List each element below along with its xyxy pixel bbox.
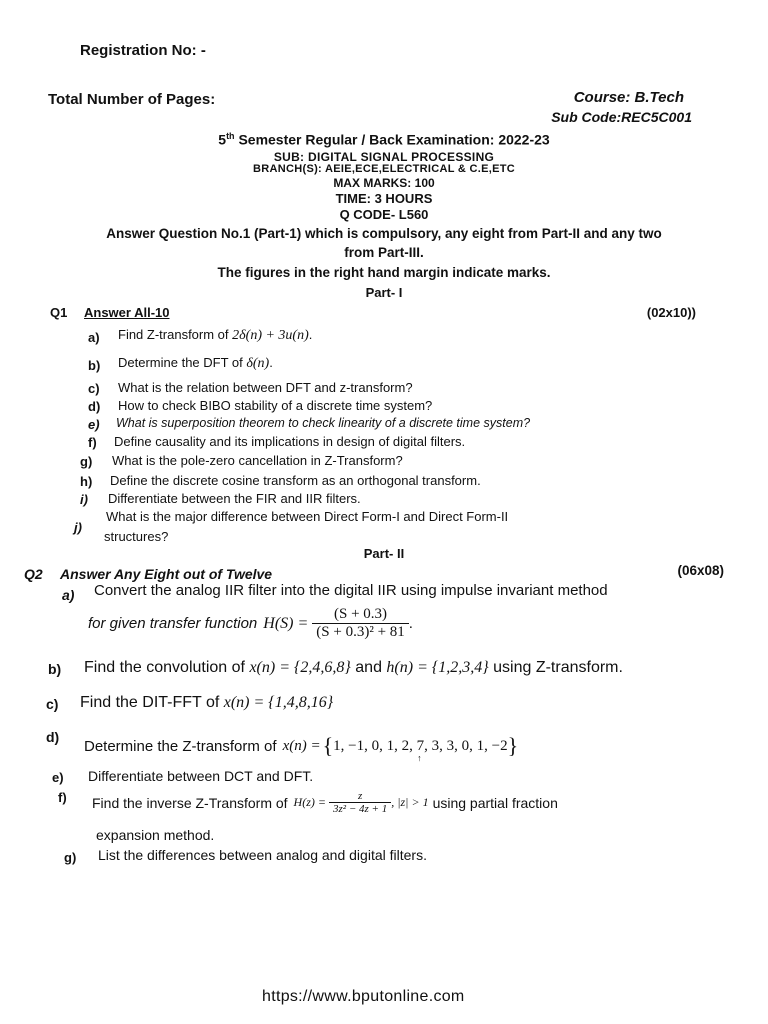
q2-marks: (06x08) (677, 563, 724, 578)
q1j-text-line2: structures? (104, 529, 169, 544)
q1b-math: δ(n) (246, 356, 270, 371)
q2f-text-line2: expansion method. (96, 827, 215, 843)
instruction-line-3: The figures in the right hand margin indicate marks. (217, 265, 551, 280)
q1c-label: c) (88, 381, 100, 396)
exam-text: Semester Regular / Back Examination: 2022-23 (238, 131, 550, 148)
q2d-x: x(n) = (282, 737, 321, 754)
q2f-hz: H(z) = (293, 795, 326, 809)
q2e-text: Differentiate between DCT and DFT. (88, 768, 314, 784)
q2b-x: x(n) = {2,4,6,8} (249, 659, 351, 676)
q2d-left-brace: { (322, 733, 334, 758)
q2a-text: Convert the analog IIR filter into the digital IIR using impulse invariant method (94, 582, 608, 599)
q1-heading: Answer All-10 (84, 305, 170, 320)
q2e-label: e) (52, 770, 64, 785)
q1f-label: f) (88, 435, 97, 450)
exam-semester-number: 5 (218, 131, 227, 148)
q2d-sequence (333, 737, 508, 763)
q2d-seq: 1, −1, 0, 1, 2, 7, 3, 3, 0, 1, −2 (333, 737, 508, 754)
q1a-label: a) (88, 330, 100, 345)
q2d-text1: Determine the Z-transform of (84, 737, 277, 755)
q2b-h: h(n) = {1,2,3,4} (386, 659, 489, 676)
q2a-hs: H(S) = (263, 614, 309, 632)
q2b-text (84, 659, 623, 677)
q2a-denominator: (S + 0.3)² + 81 (316, 624, 405, 640)
q2d-text (84, 733, 519, 763)
q1b-label: b) (88, 358, 101, 373)
q1i-label: i) (80, 492, 88, 507)
q2g-label: g) (64, 850, 77, 865)
q2b-label: b) (48, 661, 62, 677)
instruction-line-2: from Part-III. (344, 245, 424, 260)
q1j-label: j) (74, 520, 82, 535)
q1a-question: Find Z-transform of (118, 327, 229, 342)
q1-number: Q1 (50, 305, 68, 320)
q2c-text (80, 694, 333, 712)
q2b-text2: using Z-transform. (493, 659, 623, 676)
q2a-text2: for given transfer function (88, 615, 258, 632)
part2-title: Part- II (363, 546, 405, 561)
course-label: Course: B.Tech (573, 89, 684, 106)
q2c-label: c) (46, 696, 59, 712)
q2c-text1: Find the DIT-FFT of (80, 694, 220, 711)
q2-heading: Answer Any Eight out of Twelve (60, 566, 273, 582)
q2c-x: x(n) = {1,4,8,16} (223, 694, 334, 711)
q1g-text: What is the pole-zero cancellation in Z-Transform? (112, 453, 403, 468)
q2f-roc: , |z| > 1 (391, 795, 429, 809)
q1c-text: What is the relation between DFT and z-transform? (118, 380, 413, 395)
max-marks-line: MAX MARKS: 100 (333, 176, 435, 190)
q2b-and: and (355, 659, 382, 676)
q1-marks: (02x10)) (646, 305, 696, 320)
q1f-text: Define causality and its implications in design of digital filters. (114, 434, 466, 449)
q2a-label: a) (62, 587, 75, 603)
footer-url[interactable]: https://www.bputonline.com (262, 988, 465, 1005)
q2f-denominator: 3z² − 4z + 1 (332, 803, 388, 815)
subject-line: SUB: DIGITAL SIGNAL PROCESSING (273, 150, 495, 164)
q2d-label: d) (46, 729, 60, 745)
q1a-text: Find Z-transform of 2δ(n) + 3u(n). (118, 327, 313, 343)
q2a-formula-line: for given transfer function H(S) = $\frac{(S + 0.3)}{\text{(S + 0.3)² + 81}}$ . (88, 606, 413, 640)
total-pages-label: Total Number of Pages: (48, 91, 216, 108)
branch-line: BRANCH(S): AEIE,ECE,ELECTRICAL & C.E,ETC (253, 163, 515, 175)
exam-title (0, 131, 768, 148)
q1d-text: How to check BIBO stability of a discrete time system? (118, 398, 433, 413)
q1b-question: Determine the DFT of (118, 355, 243, 370)
sub-code-label: Sub Code:REC5C001 (551, 109, 692, 125)
q2a-numerator: (S + 0.3) (312, 606, 409, 624)
time-line: TIME: 3 HOURS (335, 191, 433, 206)
instruction-line-1: Answer Question No.1 (Part-1) which is compulsory, any eight from Part-II and any two (106, 226, 662, 241)
q1d-label: d) (88, 399, 101, 414)
qcode-line: Q CODE- L560 (339, 207, 429, 222)
q1j-text: What is the major difference between Direct Form-I and Direct Form-II (106, 509, 509, 524)
q2f-numerator: z (329, 790, 391, 803)
q2f-text2: using partial fraction (432, 794, 558, 811)
q2d-right-brace: } (507, 733, 519, 758)
q1h-text: Define the discrete cosine transform as an orthogonal transform. (110, 473, 481, 488)
q1a-math: 2δ(n) + 3u(n) (232, 328, 309, 343)
q2-number: Q2 (24, 566, 43, 582)
q1i-text: Differentiate between the FIR and IIR filters. (108, 491, 361, 506)
q1h-label: h) (80, 474, 93, 489)
q1e-label: e) (88, 417, 100, 432)
part1-title: Part- I (365, 285, 403, 300)
q2f-fraction (329, 790, 391, 815)
q1e-text: What is superposition theorem to check linearity of a discrete time system? (116, 416, 531, 430)
q2a-fraction (312, 606, 409, 641)
q2f-text (92, 790, 558, 815)
origin-arrow-icon: ↑ (417, 752, 422, 763)
q2f-label: f) (58, 790, 67, 805)
q1g-label: g) (80, 454, 93, 469)
registration-label: Registration No: - (80, 42, 206, 59)
q2g-text: List the differences between analog and digital filters. (98, 847, 427, 863)
q1b-text: Determine the DFT of δ(n). (118, 355, 273, 371)
q2f-text1: Find the inverse Z-Transform of (92, 794, 288, 811)
q2b-text1: Find the convolution of (84, 659, 245, 676)
exam-semester-sup: th (226, 131, 235, 141)
